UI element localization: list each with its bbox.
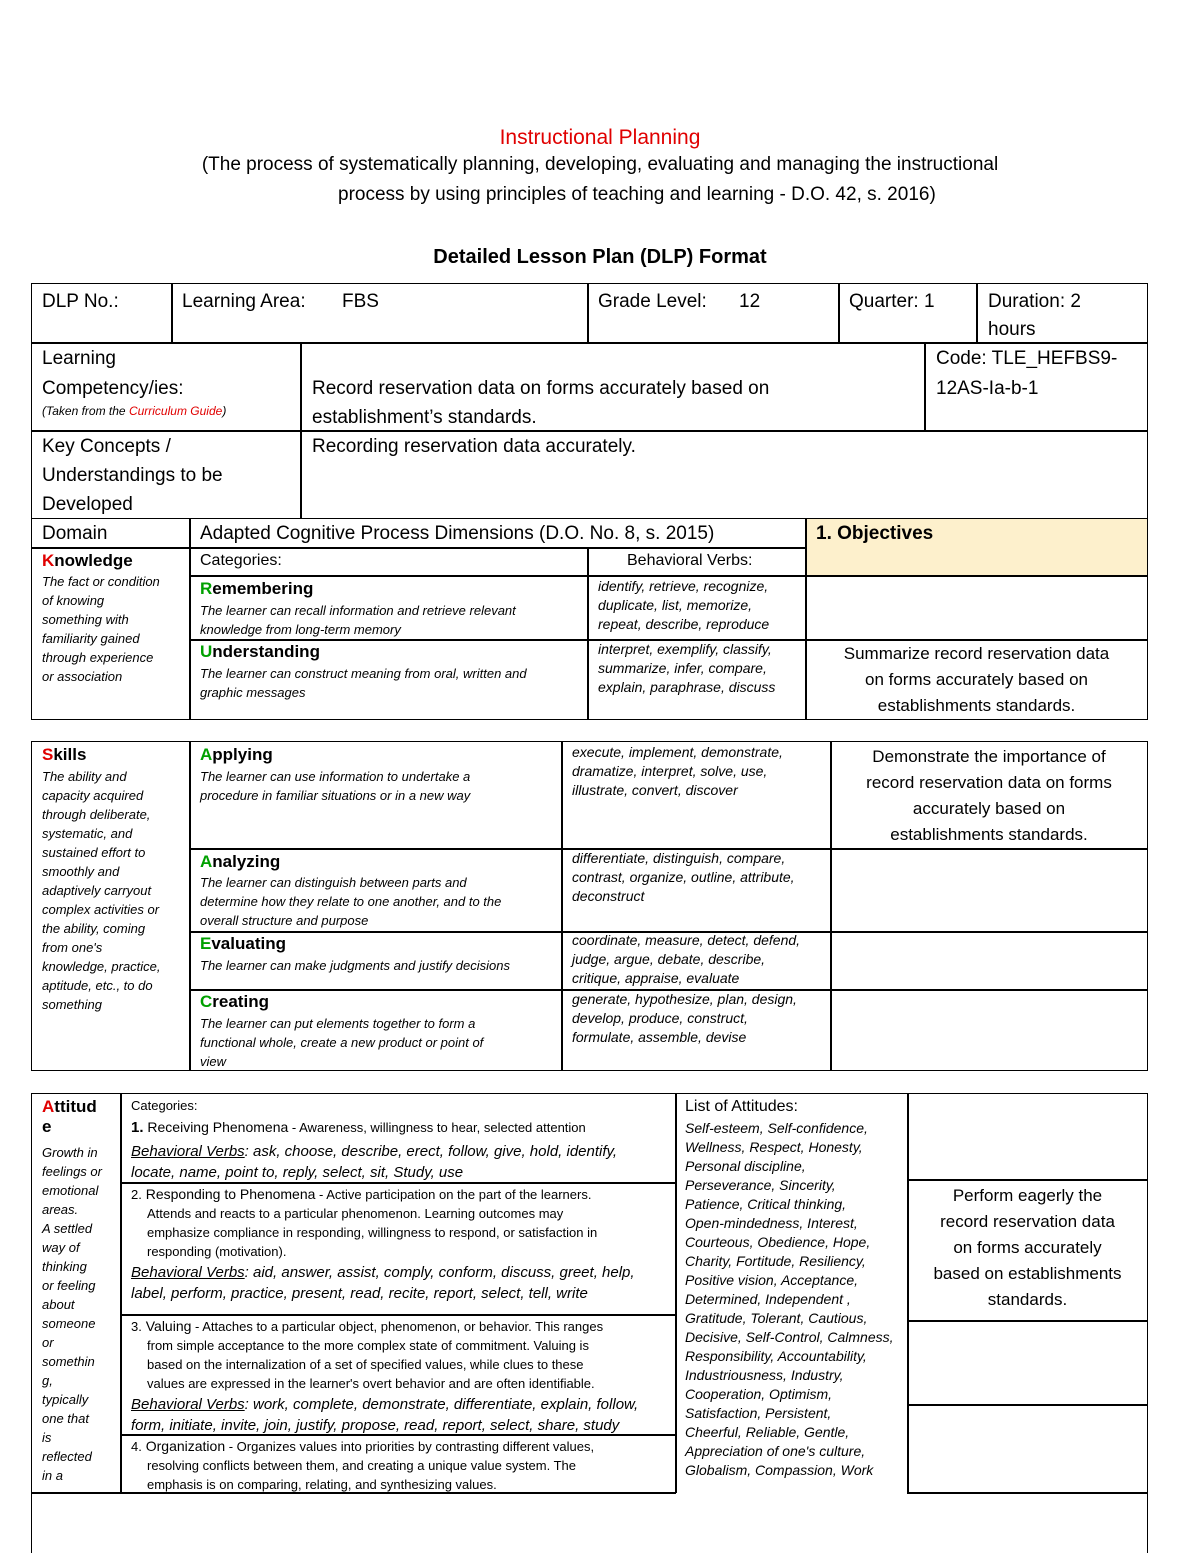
text-line: Perform eagerly the <box>952 1186 1103 1205</box>
text-line: or <box>42 1335 54 1350</box>
applying-description <box>200 767 470 805</box>
text-line: reflected <box>42 1449 92 1464</box>
text-line: thinking <box>42 1259 87 1274</box>
text-line: something <box>42 997 102 1012</box>
skills-heading: Skills <box>42 745 87 764</box>
text-line: repeat, describe, reproduce <box>598 616 770 632</box>
objectives-label: 1. Objectives <box>816 523 934 544</box>
duration-line-1: Duration: 2 <box>988 291 1081 312</box>
understanding-verbs <box>598 640 775 697</box>
creating-verbs <box>572 990 797 1047</box>
text-line: Patience, Critical thinking, <box>685 1196 847 1212</box>
text-line: knowledge, practice, <box>42 959 161 974</box>
text-line: Demonstrate the importance of <box>872 747 1106 766</box>
competency-label-2: Competency/ies: <box>42 378 184 399</box>
text-line: knowledge from long-term memory <box>200 622 401 637</box>
text-line: sustained effort to <box>42 845 146 860</box>
text-line: The learner can put elements together to form a <box>200 1016 476 1031</box>
text-line: Personal discipline, <box>685 1158 806 1174</box>
text-line: or feeling <box>42 1278 96 1293</box>
text-line: one that <box>42 1411 89 1426</box>
knowledge-heading: Knowledge <box>42 551 133 570</box>
text-line: the ability, coming <box>42 921 146 936</box>
knowledge-description <box>42 572 160 686</box>
text-line: familiarity gained <box>42 631 140 646</box>
text-line: way of <box>42 1240 80 1255</box>
text-line: through experience <box>42 650 154 665</box>
text-line: on forms accurately <box>953 1238 1102 1257</box>
text-line: judge, argue, debate, describe, <box>572 951 766 967</box>
applying-verbs <box>572 743 783 800</box>
text-line: summarize, infer, compare, <box>598 660 767 676</box>
text-line: interpret, exemplify, classify, <box>598 641 772 657</box>
applying-objective <box>831 744 1147 848</box>
category-receiving-verbs: Behavioral Verbs: ask, choose, describe, erect, follow, give, hold, identify, locate, name, point to, reply, select, sit, Study, use <box>131 1143 618 1181</box>
text-line: critique, appraise, evaluate <box>572 970 740 986</box>
text-line: generate, hypothesize, plan, design, <box>572 991 797 1007</box>
text-line: systematic, and <box>42 826 133 841</box>
grade-level-value: 12 <box>739 291 761 312</box>
text-line: record reservation data on forms <box>866 773 1112 792</box>
category-responding: 2. Responding to Phenomena - Active participation on the part of the learners. Attends and reacts to a particular phenomenon. Learning outcomes may emphasize compliance in responding, willingness to respond, or satisfaction in responding (motivation). <box>131 1186 598 1259</box>
creating-description <box>200 1014 483 1071</box>
applying-heading: Applying <box>200 745 273 764</box>
text-line: identify, retrieve, recognize, <box>598 578 769 594</box>
key-concepts-value: Recording reservation data accurately. <box>312 436 636 457</box>
skills-description <box>42 767 161 1014</box>
text-line: Summarize record reservation data <box>843 644 1110 663</box>
text-line: Wellness, Respect, Honesty, <box>685 1139 863 1155</box>
key-concepts-label-1: Key Concepts / <box>42 436 171 457</box>
category-valuing-verbs: Behavioral Verbs: work, complete, demonstrate, differentiate, explain, follow, form, initiate, invite, join, justify, propose, read, report, select, share, study <box>131 1396 639 1434</box>
text-line: Responsibility, Accountability, <box>685 1348 867 1364</box>
text-line: smoothly and <box>42 864 120 879</box>
text-line: contrast, organize, outline, attribute, <box>572 869 795 885</box>
text-line: Globalism, Compassion, Work <box>685 1462 874 1478</box>
category-organization: 4. Organization - Organizes values into priorities by contrasting different values, resolving conflicts between them, and creating a unique value system. The emphasis is on comparing, relating, and synthesizing values. <box>131 1438 595 1492</box>
understanding-heading: Understanding <box>200 642 320 661</box>
text-line: Growth in <box>42 1145 98 1160</box>
text-line: Satisfaction, Persistent, <box>685 1405 832 1421</box>
analyzing-description <box>200 873 501 930</box>
text-line: differentiate, distinguish, compare, <box>572 850 786 866</box>
text-line: on forms accurately based on <box>864 670 1088 689</box>
quarter: Quarter: 1 <box>849 291 935 312</box>
text-line: from one's <box>42 940 103 955</box>
dlp-format-title: Detailed Lesson Plan (DLP) Format <box>433 246 767 268</box>
attitude-heading: Attitud e <box>42 1097 97 1136</box>
text-line: through deliberate, <box>42 807 151 822</box>
dlp-no-label: DLP No.: <box>42 291 119 312</box>
text-line: someone <box>42 1316 96 1331</box>
document-title: Instructional Planning <box>499 126 701 149</box>
text-line: graphic messages <box>200 685 306 700</box>
text-line: functional whole, create a new product or point of <box>200 1035 484 1050</box>
competency-source-note: (Taken from the Curriculum Guide) <box>42 404 227 418</box>
text-line: The fact or condition <box>42 574 160 589</box>
grade-level-label: Grade Level: <box>598 291 707 312</box>
evaluating-heading: Evaluating <box>200 934 286 953</box>
category-responding-verbs: Behavioral Verbs: aid, answer, assist, comply, conform, discuss, greet, help, label, perform, practice, present, read, recite, report, select, tell, write <box>131 1264 635 1302</box>
text-line: somethin <box>42 1354 95 1369</box>
text-line: procedure in familiar situations or in a new way <box>200 788 471 803</box>
understanding-description <box>200 664 527 702</box>
text-line: g, <box>42 1373 53 1388</box>
text-line: duplicate, list, memorize, <box>598 597 753 613</box>
text-line: determine how they relate to one another, and to the <box>200 894 502 909</box>
text-line: illustrate, convert, discover <box>572 782 738 798</box>
domain-label: Domain <box>42 523 108 544</box>
text-line: Cooperation, Optimism, <box>685 1386 833 1402</box>
remembering-heading: Remembering <box>200 579 314 598</box>
text-line: record reservation data <box>940 1212 1115 1231</box>
text-line: overall structure and purpose <box>200 913 369 928</box>
text-line: The learner can construct meaning from oral, written and <box>200 666 527 681</box>
text-line: about <box>42 1297 75 1312</box>
learning-area-value: FBS <box>342 291 379 312</box>
analyzing-heading: Analyzing <box>200 852 281 871</box>
text-line: coordinate, measure, detect, defend, <box>572 932 801 948</box>
text-line: The learner can recall information and retrieve relevant <box>200 603 516 618</box>
text-line: adaptively carryout <box>42 883 152 898</box>
code-line-2: 12AS-Ia-b-1 <box>936 378 1039 399</box>
competency-text-2: establishment’s standards. <box>312 407 537 428</box>
text-line: dramatize, interpret, solve, use, <box>572 763 768 779</box>
text-line: deconstruct <box>572 888 645 904</box>
text-line: Determined, Independent , <box>685 1291 851 1307</box>
text-line: is <box>42 1430 52 1445</box>
text-line: in a <box>42 1468 63 1483</box>
text-line: of knowing <box>42 593 105 608</box>
text-line: something with <box>42 612 129 627</box>
text-line: complex activities or <box>42 902 160 917</box>
text-line: The learner can make judgments and justify decisions <box>200 958 510 973</box>
text-line: typically <box>42 1392 89 1407</box>
text-line: standards. <box>987 1290 1068 1309</box>
category-valuing: 3. Valuing - Attaches to a particular object, phenomenon, or behavior. This ranges from simple acceptance to the more complex state of commitment. Valuing is based on the internalization of a set of specified values, while clues to these values are expressed in the learner's overt behavior and are often identifiable. <box>131 1318 604 1391</box>
remembering-description <box>200 601 516 639</box>
text-line: areas. <box>42 1202 79 1217</box>
text-line: Cheerful, Reliable, Gentle, <box>685 1424 850 1440</box>
code-line-1: Code: TLE_HEFBS9- <box>936 348 1118 369</box>
text-line: Perseverance, Sincerity, <box>685 1177 836 1193</box>
text-line: The learner can use information to undertake a <box>200 769 471 784</box>
understanding-objective <box>806 641 1147 719</box>
text-line: The ability and <box>42 769 127 784</box>
remembering-verbs <box>598 577 769 634</box>
competency-label-1: Learning <box>42 348 116 369</box>
text-line: Appreciation of one's culture, <box>685 1443 866 1459</box>
text-line: Positive vision, Acceptance, <box>685 1272 859 1288</box>
key-concepts-label-3: Developed <box>42 494 133 515</box>
evaluating-description <box>200 956 510 975</box>
text-line: A settled <box>42 1221 93 1236</box>
attitude-description <box>42 1143 102 1485</box>
subtitle-line-1: (The process of systematically planning, developing, evaluating and managing the instructional <box>201 154 999 175</box>
analyzing-verbs <box>572 849 795 906</box>
text-line: Decisive, Self-Control, Calmness, <box>685 1329 894 1345</box>
evaluating-verbs <box>572 931 800 988</box>
text-line: explain, paraphrase, discuss <box>598 679 776 695</box>
text-line: aptitude, etc., to do <box>42 978 153 993</box>
text-line: Open-mindedness, Interest, <box>685 1215 858 1231</box>
text-line: capacity acquired <box>42 788 144 803</box>
text-line: establishments standards. <box>877 696 1076 715</box>
text-line: formulate, assemble, devise <box>572 1029 747 1045</box>
text-line: based on establishments <box>933 1264 1122 1283</box>
text-line: Charity, Fortitude, Resiliency, <box>685 1253 866 1269</box>
creating-heading: Creating <box>200 992 269 1011</box>
list-of-attitudes <box>685 1119 894 1480</box>
list-of-attitudes-label: List of Attitudes: <box>685 1098 798 1115</box>
text-line: develop, produce, construct, <box>572 1010 748 1026</box>
attitude-objective <box>908 1183 1147 1313</box>
text-line: accurately based on <box>912 799 1066 818</box>
duration-line-2: hours <box>988 319 1036 340</box>
text-line: Gratitude, Tolerant, Cautious, <box>685 1310 868 1326</box>
text-line: Industriousness, Industry, <box>685 1367 844 1383</box>
text-line: Courteous, Obedience, Hope, <box>685 1234 871 1250</box>
text-line: The learner can distinguish between parts and <box>200 875 467 890</box>
text-line: execute, implement, demonstrate, <box>572 744 783 760</box>
learning-area-label: Learning Area: <box>182 291 306 312</box>
category-receiving: 1. Receiving Phenomena - Awareness, willingness to hear, selected attention <box>131 1119 586 1136</box>
key-concepts-label-2: Understandings to be <box>42 465 223 486</box>
text-line: establishments standards. <box>890 825 1088 844</box>
categories-label: Categories: <box>200 552 282 569</box>
subtitle-line-2: process by using principles of teaching and learning - D.O. 42, s. 2016) <box>338 184 936 205</box>
text-line: emotional <box>42 1183 99 1198</box>
dimensions-label: Adapted Cognitive Process Dimensions (D.O. No. 8, s. 2015) <box>200 523 715 544</box>
attitude-categories-label: Categories: <box>131 1098 198 1113</box>
competency-text-1: Record reservation data on forms accurately based on <box>312 378 770 399</box>
text-line: view <box>200 1054 227 1069</box>
text-line: Self-esteem, Self-confidence, <box>685 1120 868 1136</box>
behavioral-verbs-label: Behavioral Verbs: <box>627 552 753 569</box>
text-line: or association <box>42 669 123 684</box>
text-line: feelings or <box>42 1164 102 1179</box>
